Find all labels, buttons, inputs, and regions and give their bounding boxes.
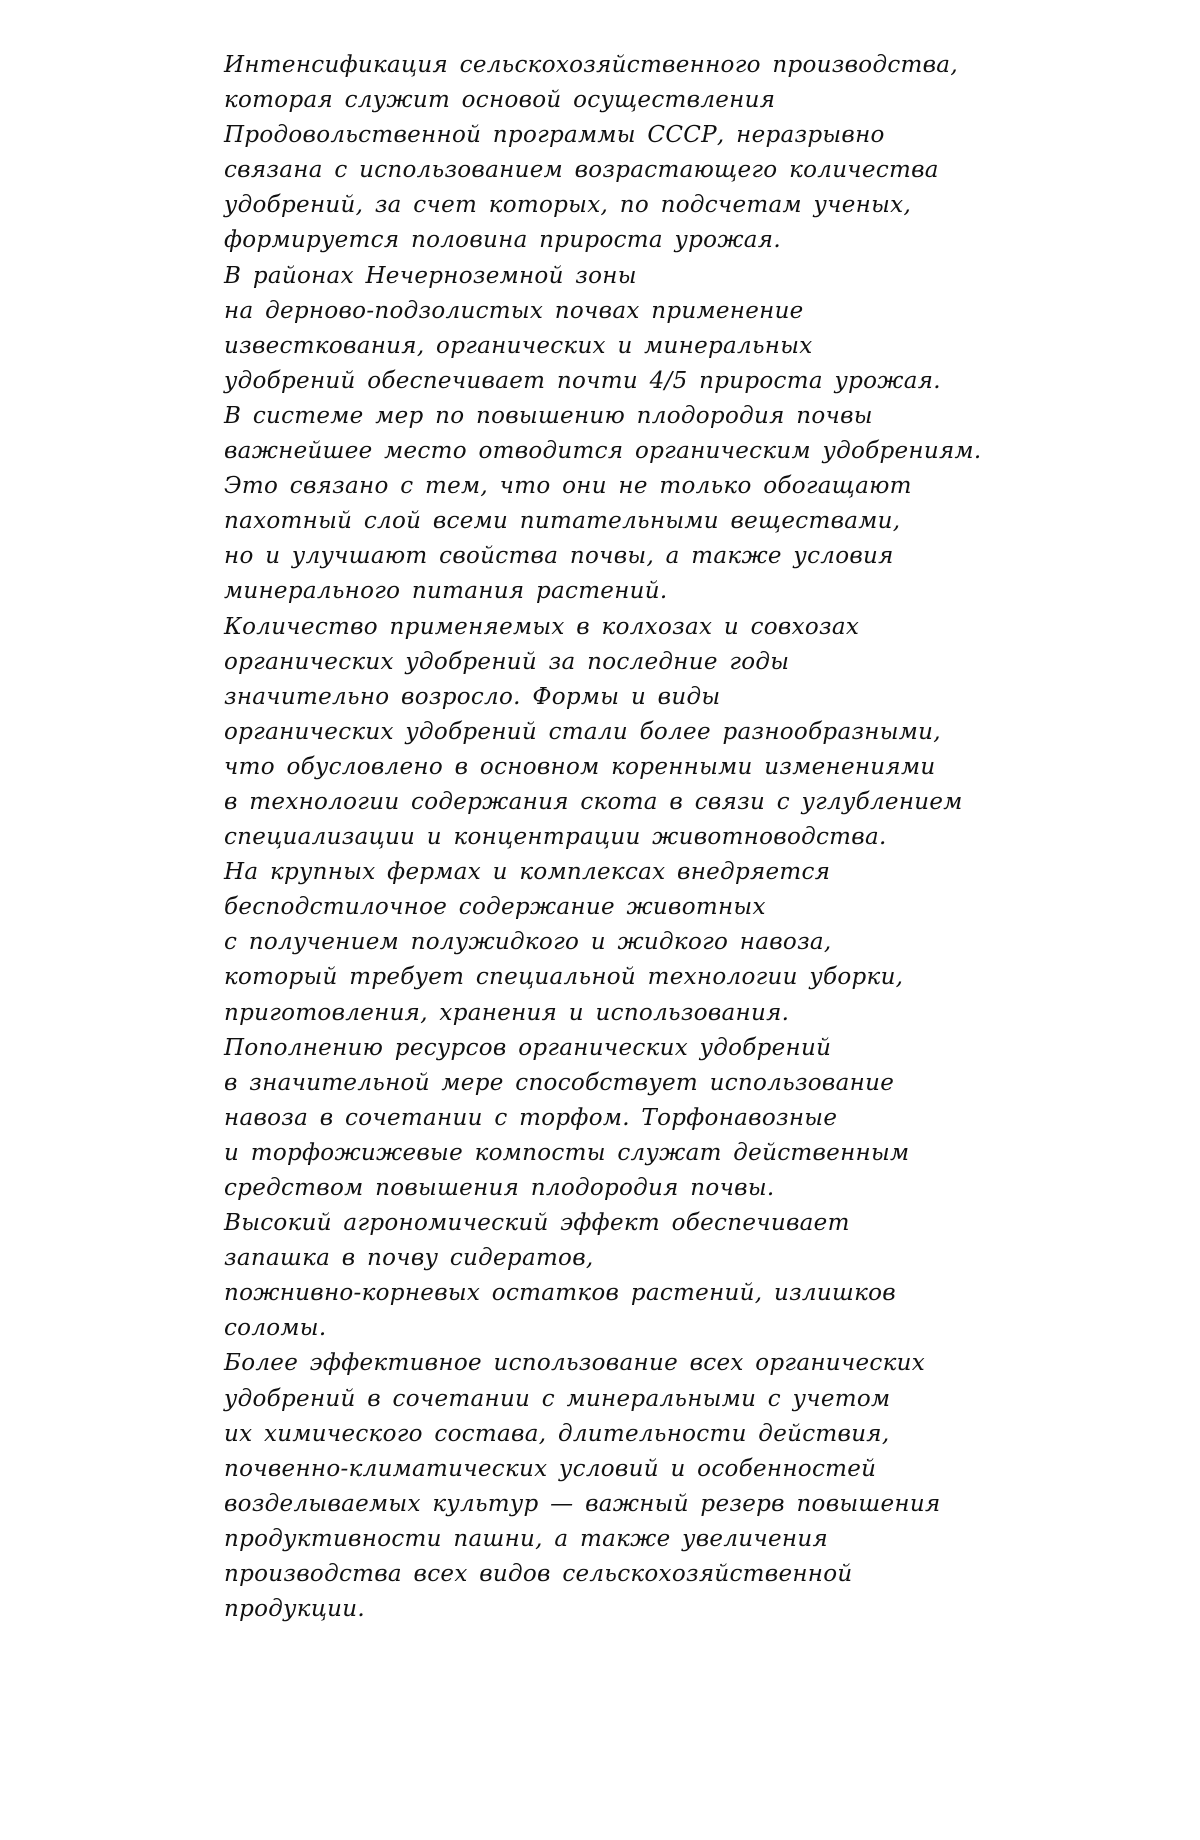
text-line: с получением полужидкого и жидкого навоза, [224, 929, 832, 956]
text-line: который требует специальной технологии уборки, [224, 964, 904, 991]
text-line: органических удобрений за последние годы [224, 648, 790, 675]
text-line: специализации и концентрации животноводства. [224, 824, 887, 851]
text-line: удобрений в сочетании с минеральными с учетом [224, 1385, 891, 1412]
text-line: приготовления, хранения и использования. [224, 999, 790, 1026]
text-line: минерального питания растений. [224, 578, 668, 605]
text-line: В системе мер по повышению плодородия почвы [224, 402, 873, 429]
text-line: Пополнению ресурсов органических удобрений [224, 1034, 832, 1061]
text-line: пожнивно-корневых остатков растений, излишков [224, 1280, 896, 1307]
text-line: пахотный слой всеми питательными веществами, [224, 508, 901, 535]
text-line: производства всех видов сельскохозяйственной [224, 1561, 853, 1588]
text-line: продукции. [224, 1596, 366, 1623]
text-line: в значительной мере способствует использование [224, 1069, 895, 1096]
text-line: и торфожижевые компосты служат действенным [224, 1139, 910, 1166]
text-line: Продовольственной программы СССР, неразрывно [224, 122, 885, 149]
text-line: Более эффективное использование всех органических [224, 1350, 926, 1377]
text-line: Количество применяемых в колхозах и совхозах [224, 613, 860, 640]
text-line: их химического состава, длительности действия, [224, 1420, 890, 1447]
text-line: формируется половина прироста урожая. [224, 227, 781, 254]
text-line: удобрений, за счет которых, по подсчетам ученых, [224, 192, 912, 219]
text-line: связана с использованием возрастающего количества [224, 157, 939, 184]
text-line: что обусловлено в основном коренными изменениями [224, 753, 936, 780]
text-line: значительно возросло. Формы и виды [224, 683, 721, 710]
text-line: удобрений обеспечивает почти 4/5 прироста урожая. [224, 367, 941, 394]
text-line: Интенсификация сельскохозяйственного производства, [224, 52, 958, 78]
text-line: которая служит основой осуществления [224, 87, 776, 114]
text-line: Высокий агрономический эффект обеспечивает [224, 1210, 850, 1237]
text-line: навоза в сочетании с торфом. Торфонавозные [224, 1104, 838, 1131]
text-line: продуктивности пашни, а также увеличения [224, 1525, 829, 1552]
text-line: средством повышения плодородия почвы. [224, 1175, 775, 1201]
text-line: в технологии содержания скота в связи с углублением [224, 788, 963, 815]
text-line: На крупных фермах и комплексах внедряется [224, 859, 831, 886]
text-line: известкования, органических и минеральных [224, 332, 813, 359]
text-line: запашка в почву сидератов, [224, 1245, 594, 1272]
text-line: соломы. [224, 1315, 327, 1342]
text-line: органических удобрений стали более разнообразными, [224, 718, 941, 745]
text-line: бесподстилочное содержание животных [224, 894, 766, 921]
text-line: возделываемых культур — важный резерв повышения [224, 1490, 941, 1517]
text-line: важнейшее место отводится органическим удобрениям. [224, 438, 982, 465]
text-line: Это связано с тем, что они не только обогащают [224, 473, 912, 500]
text-line: В районах Нечерноземной зоны [224, 262, 637, 289]
text-line: почвенно-климатических условий и особенностей [224, 1455, 877, 1482]
text-line: на дерново-подзолистых почвах применение [224, 297, 804, 324]
text-line: но и улучшают свойства почвы, а также условия [224, 543, 894, 570]
body-text [224, 48, 1004, 1627]
